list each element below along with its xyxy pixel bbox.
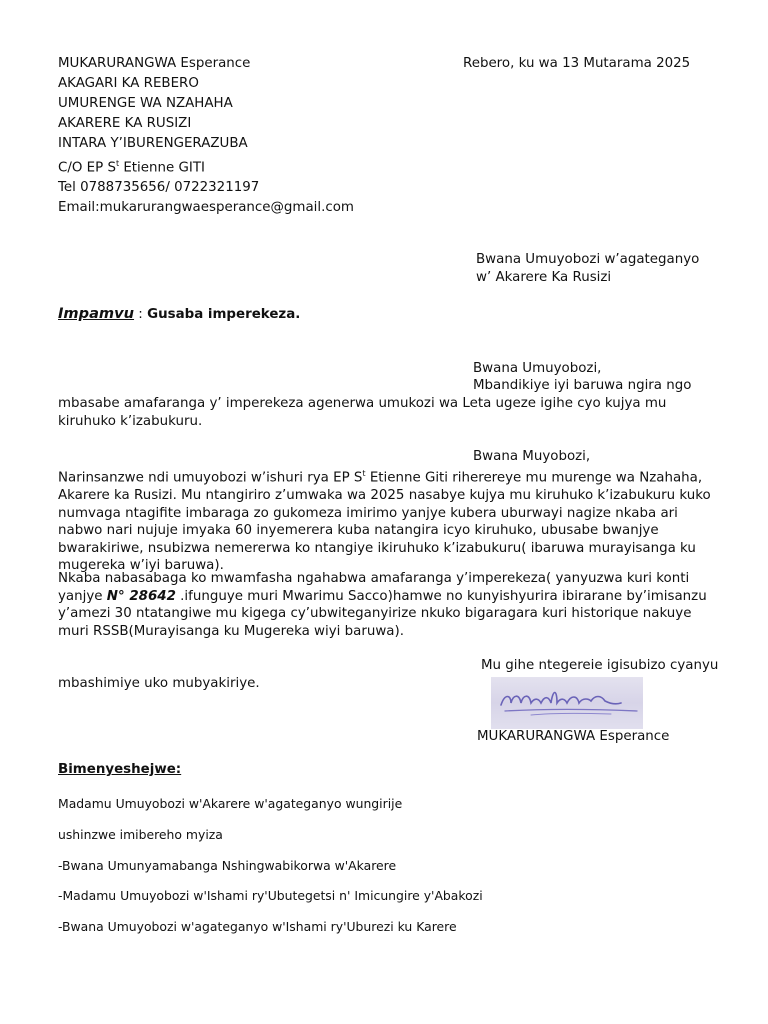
cc-item: -Madamu Umuyobozi w'Ishami ry'Ubutegetsi n' Imicungire y'Abakozi — [58, 888, 483, 903]
paragraph-1-first-line: Mbandikiye iyi baruwa ngira ngo — [473, 378, 692, 393]
cc-item: Madamu Umuyobozi w'Akarere w'agateganyo wungirije — [58, 796, 403, 811]
subject-line — [58, 305, 300, 322]
salutation-1: Bwana Umuyobozi, — [473, 361, 602, 376]
recipient-line-1: Bwana Umuyobozi w’agateganyo — [476, 252, 700, 267]
paragraph-3-part-b: .ifunguye muri Mwarimu Sacco)hamwe no kunyishyurira ibirarane by’imisanzu y’amezi 30 ntatangiwe mu kigega cy’ubwiteganyirize nkuko bigaragara kuri historique nakuye muri RSSB(Murayisanga ku Mugereka wiyi baruwa). — [58, 588, 707, 639]
paragraph-2 — [58, 465, 718, 575]
subject-label: Impamvu — [58, 305, 135, 322]
letter-date: Rebero, ku wa 13 Mutarama 2025 — [463, 56, 691, 71]
signature-image — [491, 677, 643, 729]
closing-line-2: mbashimiye uko mubyakiriye. — [58, 676, 260, 691]
salutation-2: Bwana Muyobozi, — [473, 449, 591, 464]
cc-item: -Bwana Umuyobozi w'agateganyo w'Ishami ry'Uburezi ku Karere — [58, 919, 457, 934]
paragraph-2-part-a: Narinsanzwe ndi umuyobozi w’ishuri rya EP S — [58, 470, 363, 486]
subject-separator: : — [134, 307, 148, 322]
sender-district: AKARERE KA RUSIZI — [58, 116, 192, 131]
cc-heading: Bimenyeshejwe: — [58, 762, 182, 777]
paragraph-1-body: mbasabe amafaranga y’ imperekeza agenerwa umukozi wa Leta ugeze igihe cyo kujya mu kiruhuko k’izabukuru. — [58, 396, 667, 429]
care-of-label: C/O EP S — [58, 160, 116, 176]
recipient-line-2: w’ Akarere Ka Rusizi — [476, 270, 612, 285]
sender-sector: UMURENGE WA NZAHAHA — [58, 96, 233, 111]
sender-block — [58, 54, 354, 218]
sender-care-of — [58, 154, 354, 178]
sender-phone: Tel 0788735656/ 0722321197 — [58, 180, 260, 196]
paragraph-2-superscript: t — [362, 469, 366, 478]
paragraph-3-part-a: Nkaba nabasabaga ko mwamfasha ngahabwa amafaranga y’imperekeza( yanyuzwa kuri konti yanjye — [58, 571, 690, 604]
care-of-superscript: t — [115, 159, 120, 168]
cc-item: -Bwana Umunyamabanga Nshingwabikorwa w'Akarere — [58, 858, 397, 873]
sender-province: INTARA Y’IBURENGERAZUBA — [58, 136, 248, 151]
account-number: N° 28642 — [106, 588, 176, 604]
paragraph-3 — [58, 570, 718, 640]
sender-email: Email:mukarurangwaesperance@gmail.com — [58, 200, 354, 216]
closing-line-1: Mu gihe ntegereie igisubizo cyanyu — [481, 658, 719, 673]
subject-text: Gusaba imperekeza. — [147, 307, 301, 322]
paragraph-2-part-b: Etienne Giti riherereye mu murenge wa Nzahaha, Akarere ka Rusizi. Mu ntangiriro z’umwaka wa 2025 nasabye kujya mu kiruhuko k’izabukuru kuko numvaga ntagifite imbaraga zo gukomeza imirimo yanjye kubera uburwayi nagize nkaba ari nabwo nari nujuje imyaka 60 inyemerera kuba natangira icyo kiruhuko, ubusabe bwanjye bwarakiriwe, nsubizwa nemererwa ko ntangiye ikiruhuko k’izabukuru( ibaruwa murayisanga ku mugereka w’iyi baruwa). — [58, 470, 711, 574]
cc-item: ushinzwe imibereho myiza — [58, 827, 223, 842]
care-of-school: Etienne GITI — [119, 160, 205, 176]
sender-cell: AKAGARI KA REBERO — [58, 76, 199, 91]
sender-name: MUKARURANGWA Esperance — [58, 56, 251, 71]
signature-name: MUKARURANGWA Esperance — [477, 729, 670, 744]
handwritten-signature-icon — [491, 677, 643, 729]
